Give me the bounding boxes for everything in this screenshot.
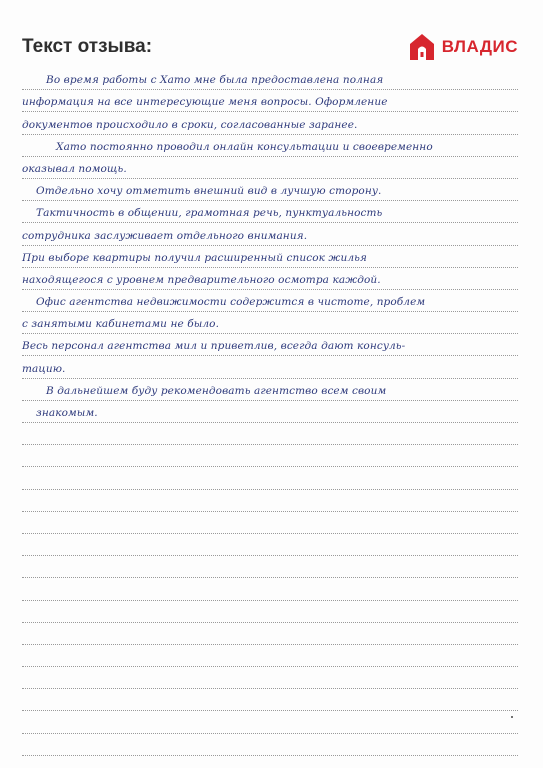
ruled-line xyxy=(22,534,518,556)
handwritten-text: При выборе квартиры получил расширенный список жилья xyxy=(22,251,367,264)
handwritten-text: Весь персонал агентства мил и приветлив, всегда дают консуль- xyxy=(22,340,406,353)
handwritten-review-lines xyxy=(22,68,518,756)
ruled-line xyxy=(22,423,518,445)
ruled-line xyxy=(22,578,518,600)
handwritten-text: В дальнейшем буду рекомендовать агентство всем своим xyxy=(46,384,387,397)
handwritten-text: Во время работы с Хато мне была предоставлена полная xyxy=(46,74,384,87)
ruled-line xyxy=(22,734,518,756)
ruled-line xyxy=(22,290,518,312)
ruled-line xyxy=(22,645,518,667)
ruled-line xyxy=(22,556,518,578)
ruled-line xyxy=(22,490,518,512)
ruled-line xyxy=(22,223,518,245)
handwritten-text: находящегося с уровнем предварительного осмотра каждой. xyxy=(22,273,381,286)
ruled-line xyxy=(22,623,518,645)
logo-wordmark: ВЛАДИС xyxy=(441,37,518,56)
ruled-line xyxy=(22,135,518,157)
handwritten-text: знакомым. xyxy=(36,407,98,419)
ruled-line xyxy=(22,201,518,223)
handwritten-text: сотрудника заслуживает отдельного внимания. xyxy=(22,229,308,242)
ruled-line xyxy=(22,467,518,489)
handwritten-text: информация на все интересующие меня вопросы. Оформление xyxy=(22,96,388,109)
ruled-line xyxy=(22,90,518,112)
ruled-line xyxy=(22,445,518,467)
ruled-line xyxy=(22,379,518,401)
form-title: Текст отзыва: xyxy=(22,36,153,57)
ruled-line xyxy=(22,112,518,134)
company-logo xyxy=(409,32,518,62)
ruled-line xyxy=(22,312,518,334)
ruled-line xyxy=(22,601,518,623)
ruled-line xyxy=(22,334,518,356)
handwritten-text: Тактичность в общении, грамотная речь, пунктуальность xyxy=(36,207,383,220)
ruled-line xyxy=(22,179,518,201)
ruled-line xyxy=(22,356,518,378)
handwritten-text: оказывал помощь. xyxy=(22,162,127,175)
handwritten-text: Хато постоянно проводил онлайн консультации и своевременно xyxy=(56,140,433,153)
handwritten-text: Офис агентства недвижимости содержится в чистоте, проблем xyxy=(36,296,426,309)
ruled-line xyxy=(22,157,518,179)
ruled-line xyxy=(22,268,518,290)
ruled-line xyxy=(22,68,518,90)
ruled-line xyxy=(22,246,518,268)
page-mark xyxy=(511,716,513,718)
handwritten-text: Отдельно хочу отметить внешний вид в лучшую сторону. xyxy=(36,185,382,198)
ruled-line xyxy=(22,401,518,423)
ruled-line xyxy=(22,689,518,711)
ruled-line xyxy=(22,711,518,733)
ruled-line xyxy=(22,512,518,534)
handwritten-text: документов происходило в сроки, согласованные заранее. xyxy=(22,118,358,131)
ruled-line xyxy=(22,667,518,689)
handwritten-text: тацию. xyxy=(22,362,66,375)
form-header xyxy=(22,32,522,66)
handwritten-text: с занятыми кабинетами не было. xyxy=(22,318,220,331)
house-logo-icon xyxy=(409,33,435,61)
